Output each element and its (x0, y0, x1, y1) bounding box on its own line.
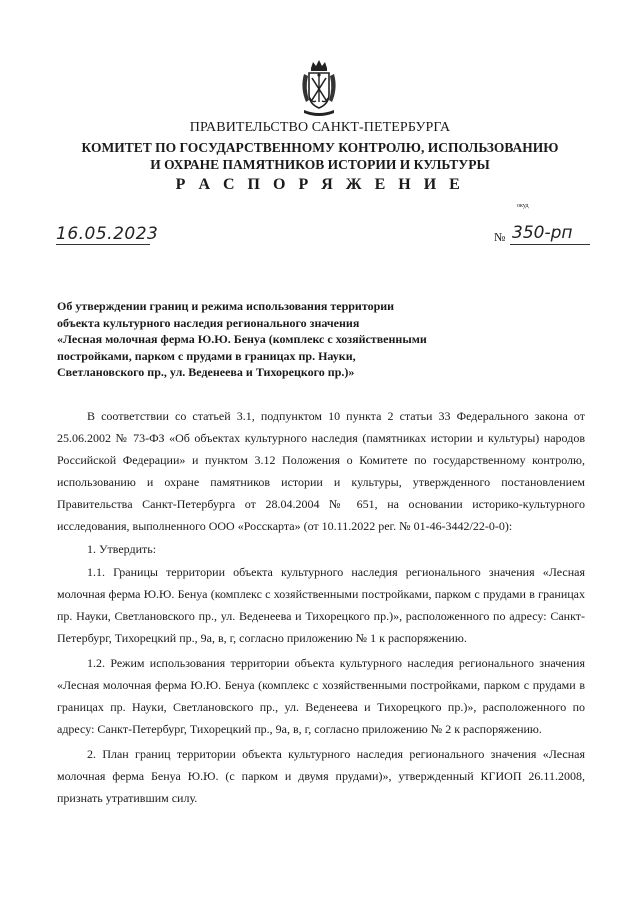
government-title: ПРАВИТЕЛЬСТВО САНКТ-ПЕТЕРБУРГА (189, 120, 451, 135)
committee-title-line2: И ОХРАНЕ ПАМЯТНИКОВ ИСТОРИИ И КУЛЬТУРЫ (150, 157, 490, 172)
subject-line: Светлановского пр., ул. Веденеева и Тихорецкого пр.)» (57, 365, 355, 379)
document-date-field (56, 222, 159, 250)
document-date: 16.05.2023 (56, 224, 159, 244)
subject-line: Об утверждении границ и режима использования территории (57, 299, 395, 313)
okud-label: окуд (517, 203, 529, 209)
clause-2-paragraph: 2. План границ территории объекта культурного наследия регионального значения «Лесная молочная ферма Бенуа Ю.Ю. (с парком и двумя прудами)», утвержденный КГИОП 26.11.2008, признать утратившим силу. (57, 747, 585, 805)
subject-line: «Лесная молочная ферма Ю.Ю. Бенуа (комплекс с хозяйственными (57, 332, 427, 346)
subject-line: постройками, парком с прудами в границах пр. Науки, (57, 348, 356, 363)
committee-title-line1: КОМИТЕТ ПО ГОСУДАРСТВЕННОМУ КОНТРОЛЮ, ИСПОЛЬЗОВАНИЮ (81, 140, 559, 155)
clause-1-2-paragraph: 1.2. Режим использования территории объекта культурного наследия регионального значения «Лесная молочная ферма Ю.Ю. Бенуа (комплекс с хозяйственными постройками, парком с прудами в границах пр. Науки, Светлановского пр., ул. Веденеева и Тихорецкого пр.)», расположенного по адресу: Санкт-Петербург, Тихорецкий пр., 9а, в, г, согласно приложению № 2 к распоряжению. (57, 656, 585, 736)
preamble-paragraph: В соответствии со статьей 3.1, подпунктом 10 пункта 2 статьи 33 Федерального закона от 25.06.2002 № 73-ФЗ «Об объектах культурного наследия (памятниках истории и культуры) народов Российской Федерации» и пунктом 3.12 Положения о Комитете по государственному контролю, использованию и охране памятников истории и культуры, утвержденного постановлением Правительства Санкт-Петербурга от 28.04.2004 № 651, на основании историко-культурного исследования, выполненного ООО «Росскарта» (от 10.11.2022 рег. № 01-46-3442/22-0-0): (57, 409, 585, 533)
clause-1-1-paragraph: 1.1. Границы территории объекта культурного наследия регионального значения «Лесная молочная ферма Ю.Ю. Бенуа (комплекс с хозяйственными постройками, парком с прудами в границах пр. Науки, Светлановского пр., ул. Веденеева и Тихорецкого пр.)», расположенного по адресу: Санкт-Петербург, Тихорецкий пр., 9а, в, г, согласно приложению № 1 к распоряжению. (57, 565, 585, 645)
document-number-field (494, 220, 590, 250)
clause-1-paragraph: 1. Утвердить: (87, 542, 157, 556)
document-number: 350-рп (512, 223, 573, 243)
subject-line: объекта культурного наследия регионального значения (57, 315, 360, 330)
document-subject (57, 298, 497, 381)
date-underline (56, 244, 150, 245)
number-sign: № (494, 230, 506, 244)
saint-petersburg-coat-of-arms-icon (298, 58, 340, 120)
number-underline (510, 244, 590, 245)
document-type-title: Р А С П О Р Я Ж Е Н И Е (175, 176, 465, 193)
